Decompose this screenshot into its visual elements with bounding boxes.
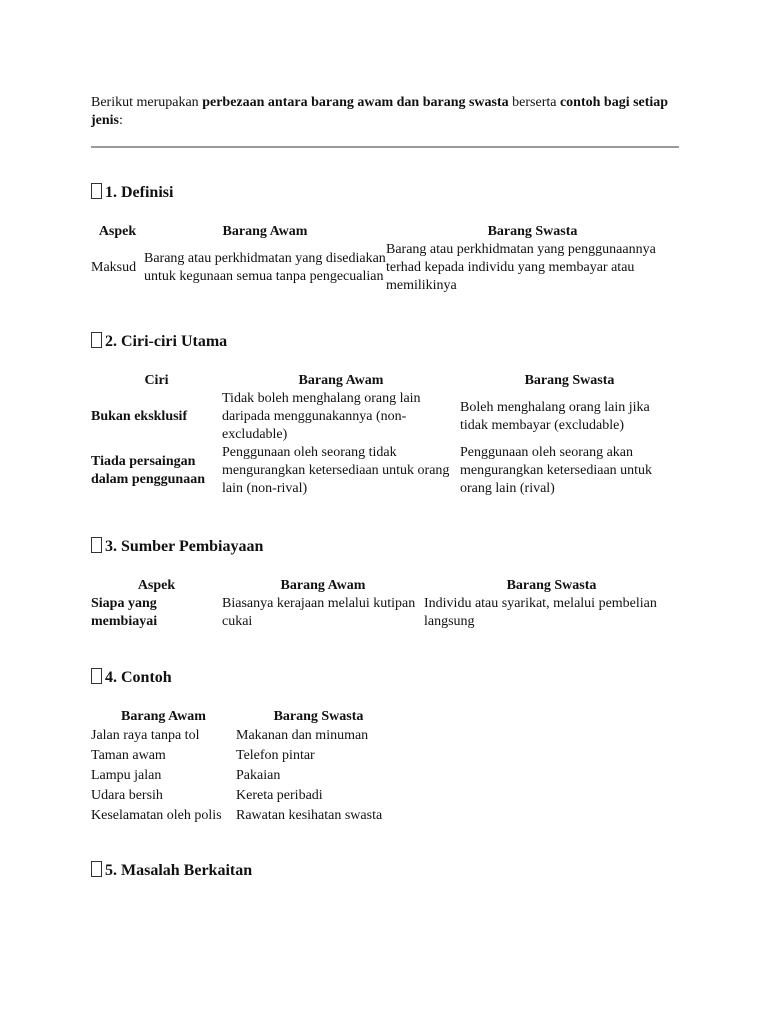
table-cell: Pakaian (236, 768, 281, 783)
table-cell: Kereta peribadi (236, 788, 323, 803)
table-cell: Lampu jalan (91, 768, 162, 783)
section-title: 4. Contoh (105, 669, 172, 686)
table-cell: Makanan dan minuman (236, 728, 369, 743)
column-header: Barang Awam (222, 224, 308, 239)
table-cell: Siapa yang membiayai (91, 596, 158, 629)
table-row (91, 746, 401, 766)
section-heading-sumber (91, 537, 263, 557)
table-cell: Jalan raya tanpa tol (91, 728, 200, 743)
table-cell: Taman awam (91, 748, 166, 763)
table-row (91, 444, 679, 498)
column-header: Barang Swasta (506, 578, 597, 593)
missing-glyph-icon (91, 861, 102, 877)
table-row (91, 726, 401, 746)
column-header: Barang Awam (298, 373, 384, 388)
table-cell: Keselamatan oleh polis (91, 808, 222, 823)
table-cell: Individu atau syarikat, melalui pembelian langsung (424, 596, 657, 629)
column-header: Barang Swasta (524, 373, 615, 388)
table-cell: Boleh menghalang orang lain jika tidak membayar (excludable) (460, 400, 650, 433)
table-definisi (91, 221, 679, 295)
table-row (91, 786, 401, 806)
table-cell: Tiada persaingan dalam penggunaan (91, 454, 205, 487)
section-title: 2. Ciri-ciri Utama (105, 333, 228, 350)
missing-glyph-icon (91, 668, 102, 684)
intro-text: berserta (508, 95, 560, 110)
section-title: 3. Sumber Pembiayaan (105, 538, 264, 555)
section-heading-ciri (91, 332, 227, 352)
table-cell: Telefon pintar (236, 748, 315, 763)
table-row (91, 390, 679, 444)
section-title: 1. Definisi (105, 184, 174, 201)
column-header: Barang Awam (280, 578, 366, 593)
table-cell: Penggunaan oleh seorang akan mengurangkan ketersediaan untuk orang lain (rival) (460, 445, 653, 496)
column-header: Barang Swasta (273, 709, 364, 724)
column-header: Ciri (144, 373, 169, 388)
intro-bold-text: perbezaan antara barang awam dan barang swasta (202, 95, 509, 110)
column-header: Aspek (98, 224, 137, 239)
table-ciri (91, 370, 679, 498)
table-row (91, 806, 401, 826)
intro-text: Berikut merupakan (91, 95, 203, 110)
table-row (91, 241, 679, 295)
table-header-row (91, 221, 679, 241)
table-contoh (91, 706, 401, 826)
section-heading-masalah (91, 861, 252, 881)
table-header-row (91, 575, 679, 595)
table-cell: Biasanya kerajaan melalui kutipan cukai (222, 596, 416, 629)
table-cell: Udara bersih (91, 788, 163, 803)
intro-bold-text: contoh bagi setiap jenis (91, 95, 669, 128)
column-header: Aspek (137, 578, 176, 593)
horizontal-rule (91, 146, 679, 148)
table-header-row (91, 370, 679, 390)
column-header: Barang Swasta (487, 224, 578, 239)
intro-paragraph (91, 94, 679, 130)
table-row (91, 595, 679, 631)
table-header-row (91, 706, 401, 726)
section-title: 5. Masalah Berkaitan (105, 862, 253, 879)
section-heading-definisi (91, 183, 173, 203)
table-cell: Bukan eksklusif (91, 409, 188, 424)
table-cell: Barang atau perkhidmatan yang penggunaannya terhad kepada individu yang membayar atau memilikinya (386, 242, 656, 293)
table-row (91, 766, 401, 786)
table-cell: Rawatan kesihatan swasta (236, 808, 383, 823)
missing-glyph-icon (91, 537, 102, 553)
table-sumber (91, 575, 679, 631)
intro-text: : (119, 113, 123, 128)
missing-glyph-icon (91, 183, 102, 199)
column-header: Barang Awam (121, 709, 206, 724)
table-cell: Tidak boleh menghalang orang lain daripada menggunakannya (non-excludable) (222, 391, 421, 442)
missing-glyph-icon (91, 332, 102, 348)
table-cell: Maksud (91, 260, 137, 275)
section-heading-contoh (91, 668, 172, 688)
table-cell: Barang atau perkhidmatan yang disediakan untuk kegunaan semua tanpa pengecualian (144, 251, 386, 284)
table-cell: Penggunaan oleh seorang tidak mengurangkan ketersediaan untuk orang lain (non-rival) (222, 445, 450, 496)
